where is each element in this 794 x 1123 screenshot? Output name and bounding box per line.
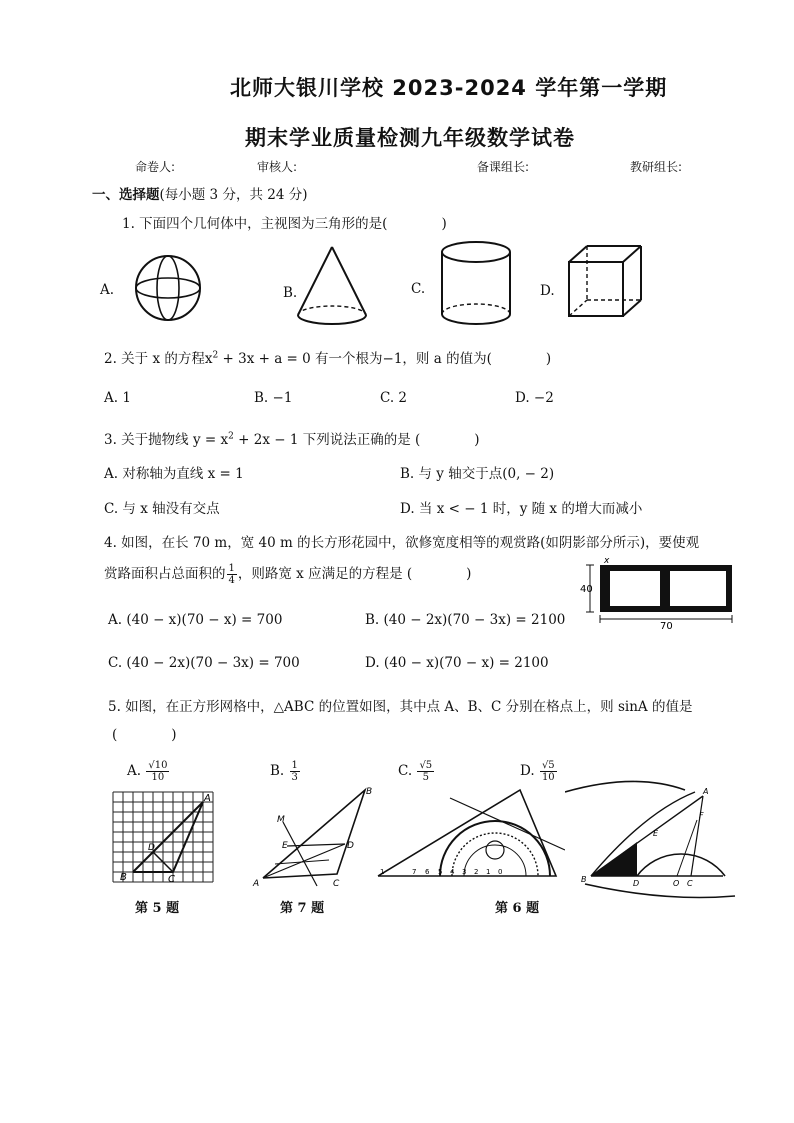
q4-frac-numerator: 1 xyxy=(228,563,235,574)
q4-option-b[interactable]: B. (40 − 2x)(70 − 3x) = 2100 xyxy=(365,612,566,628)
q3-stem-part2: + 2x − 1 下列说法正确的是 ( ) xyxy=(233,432,480,448)
q4-stem-part2: ，则路宽 x 应满足的方程是 ( ) xyxy=(237,566,472,582)
role-research-leader: 教研组长: xyxy=(630,160,683,174)
q2-option-c[interactable]: C. 2 xyxy=(380,390,408,406)
q4-fraction xyxy=(227,563,237,586)
q5-d-numerator: √5 xyxy=(541,760,555,771)
q5-option-b-label: B. xyxy=(270,763,285,779)
arc-label-o: O xyxy=(673,879,680,888)
question-3-stem xyxy=(104,428,480,448)
exam-title-line2: 期末学业质量检测九年级数学试卷 xyxy=(245,126,575,150)
arc-label-f: F xyxy=(699,811,704,820)
tick-label: 3 xyxy=(462,868,467,876)
q5-option-b[interactable] xyxy=(270,760,301,783)
tick-label: 7 xyxy=(412,868,417,876)
q5-option-a[interactable] xyxy=(127,760,170,783)
question-1-stem: 1. 下面四个几何体中，主视图为三角形的是( ) xyxy=(122,216,447,232)
q2-option-d[interactable]: D. −2 xyxy=(515,390,554,406)
q5-option-c-label: C. xyxy=(398,763,413,779)
cone-icon xyxy=(292,243,372,333)
garden-label-width: 40 xyxy=(580,584,593,595)
q5-b-denominator: 3 xyxy=(291,772,298,783)
q3-option-d[interactable]: D. 当 x < − 1 时，y 随 x 的增大而减小 xyxy=(400,501,643,517)
garden-label-x: x xyxy=(604,556,610,566)
tri7-label-e: E xyxy=(282,841,288,851)
q3-exponent: 2 xyxy=(228,431,234,442)
protractor-ticks xyxy=(380,868,502,876)
garden-label-length: 70 xyxy=(660,621,673,630)
question-2-stem xyxy=(104,347,551,367)
grid-label-b: B xyxy=(120,872,127,883)
tick-label: 2 xyxy=(474,868,479,876)
arc-label-c: C xyxy=(687,879,693,888)
section-note: (每小题 3 分，共 24 分) xyxy=(159,187,308,203)
q5-c-numerator: √5 xyxy=(419,760,433,771)
tri7-label-a: A xyxy=(253,879,260,889)
grid-label-a: A xyxy=(204,793,211,804)
tick-label: 5 xyxy=(438,868,443,876)
q4-option-c[interactable]: C. (40 − 2x)(70 − 3x) = 700 xyxy=(108,655,300,671)
q5-option-a-label: A. xyxy=(127,763,142,779)
q5-option-a-fraction xyxy=(146,760,169,783)
protractor-figure xyxy=(370,780,565,890)
figure-5-caption: 第 5 题 xyxy=(135,901,180,916)
q1-option-a[interactable]: A. xyxy=(100,282,115,298)
q5-a-denominator: 10 xyxy=(151,772,165,783)
q1-option-c[interactable]: C. xyxy=(411,281,426,297)
tri7-label-d: D xyxy=(347,841,354,851)
tri7-label-b: B xyxy=(366,787,373,797)
tick-label: 1 xyxy=(486,868,491,876)
tick-label: 0 xyxy=(498,868,503,876)
tick-label: 1 xyxy=(380,868,385,876)
role-author: 命卷人: xyxy=(135,160,176,174)
arc-label-d: D xyxy=(633,879,640,888)
figure-6-caption: 第 6 题 xyxy=(495,901,540,916)
q4-option-a[interactable]: A. (40 − x)(70 − x) = 700 xyxy=(108,612,283,628)
role-reviewer: 审核人: xyxy=(257,160,298,174)
q5-option-d-label: D. xyxy=(520,763,535,779)
arc-label-a: A xyxy=(703,787,709,796)
figure-7-caption: 第 7 题 xyxy=(280,901,325,916)
q1-option-d[interactable]: D. xyxy=(540,283,555,299)
arc-label-e: E xyxy=(653,829,659,838)
q2-option-b[interactable]: B. −1 xyxy=(254,390,293,406)
q2-exponent: 2 xyxy=(212,350,219,361)
q3-option-c[interactable]: C. 与 x 轴没有交点 xyxy=(104,501,220,517)
role-group-leader: 备课组长: xyxy=(477,160,530,174)
tri7-label-c: C xyxy=(333,879,340,889)
semicircle-shaded-figure xyxy=(565,772,743,900)
section-heading xyxy=(92,183,307,203)
q4-option-d[interactable]: D. (40 − x)(70 − x) = 2100 xyxy=(365,655,549,671)
grid-triangle-figure xyxy=(108,788,218,888)
question-4-stem-line2 xyxy=(104,562,471,586)
question-4-stem-line1: 4. 如图，在长 70 m，宽 40 m 的长方形花园中，欲修宽度相等的观赏路(如阴影部分所示)，要使观 xyxy=(104,535,700,551)
grid-label-d: D xyxy=(148,843,155,853)
q2-stem-part2: + 3x + a = 0 有一个根为−1，则 a 的值为( ) xyxy=(218,351,552,367)
exam-title-line1: 北师大银川学校 2023-2024 学年第一学期 xyxy=(230,76,668,100)
question-5-stem: 5. 如图，在正方形网格中，△ABC 的位置如图，其中点 A、B、C 分别在格点上，则 sinA 的值是 xyxy=(108,699,693,715)
tick-label: 6 xyxy=(425,868,430,876)
q5-b-numerator: 1 xyxy=(291,760,298,771)
q1-option-b[interactable]: B. xyxy=(283,285,298,301)
tick-label: 4 xyxy=(450,868,455,876)
q5-option-b-fraction xyxy=(290,760,300,783)
q2-option-a[interactable]: A. 1 xyxy=(104,390,131,406)
cube-icon xyxy=(565,242,645,322)
q5-c-denominator: 5 xyxy=(422,772,429,783)
sphere-icon xyxy=(133,252,203,324)
garden-path-figure xyxy=(578,555,738,630)
q3-option-b[interactable]: B. 与 y 轴交于点(0, − 2) xyxy=(400,466,555,482)
cylinder-icon xyxy=(436,238,516,330)
tri7-label-m: M xyxy=(277,815,285,825)
q3-stem-part1: 3. 关于抛物线 y = x xyxy=(104,432,229,448)
question-5-paren: ( ) xyxy=(112,727,177,743)
section-title: 一、选择题 xyxy=(92,187,160,203)
triangle-7-figure xyxy=(245,782,385,890)
q4-frac-denominator: 4 xyxy=(228,575,235,586)
q5-a-numerator: √10 xyxy=(148,760,168,771)
q5-d-denominator: 10 xyxy=(541,772,555,783)
q2-stem-part1: 2. 关于 x 的方程x xyxy=(104,351,213,367)
q4-stem-part1: 赏路面积占总面积的 xyxy=(104,566,226,582)
arc-label-b: B xyxy=(581,875,587,884)
q3-option-a[interactable]: A. 对称轴为直线 x = 1 xyxy=(104,466,244,482)
grid-label-c: C xyxy=(168,874,175,885)
